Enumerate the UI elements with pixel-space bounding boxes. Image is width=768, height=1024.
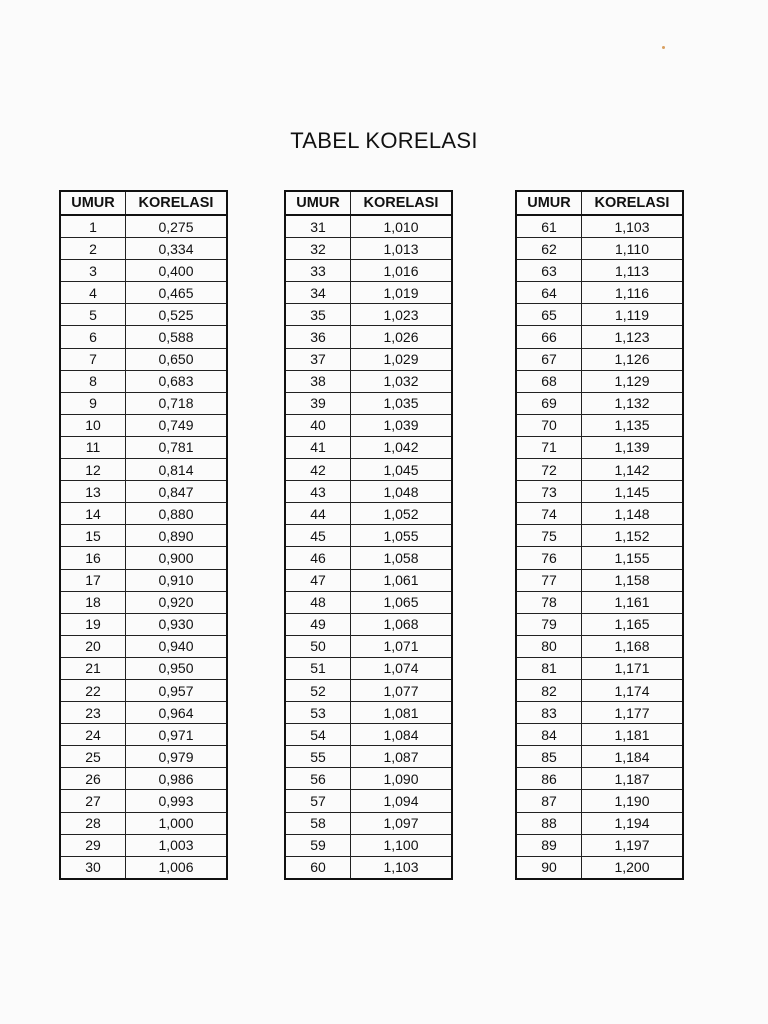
cell-umur: 75 [516,525,582,547]
table-row [60,679,227,701]
cell-umur: 49 [285,613,351,635]
cell-korelasi: 0,781 [126,436,228,458]
cell-korelasi: 0,957 [126,679,228,701]
cell-korelasi: 1,174 [582,679,684,701]
cell-korelasi: 1,013 [351,238,453,260]
cell-korelasi: 1,116 [582,282,684,304]
cell-korelasi: 1,190 [582,790,684,812]
cell-umur: 42 [285,459,351,481]
cell-korelasi: 0,950 [126,657,228,679]
cell-umur: 34 [285,282,351,304]
table-row [60,746,227,768]
table-row [516,569,683,591]
table-row [285,812,452,834]
cell-umur: 69 [516,392,582,414]
cell-umur: 70 [516,414,582,436]
header-umur: UMUR [516,191,582,215]
table-row [60,326,227,348]
header-umur: UMUR [285,191,351,215]
cell-korelasi: 1,168 [582,635,684,657]
table-row [285,304,452,326]
cell-korelasi: 1,084 [351,724,453,746]
cell-korelasi: 1,090 [351,768,453,790]
cell-umur: 59 [285,834,351,856]
table-row [285,790,452,812]
table-row [516,481,683,503]
cell-umur: 53 [285,702,351,724]
cell-korelasi: 1,123 [582,326,684,348]
table-row [60,856,227,879]
table-row [285,481,452,503]
table-row [285,768,452,790]
cell-korelasi: 1,035 [351,392,453,414]
table-row [285,326,452,348]
table-row [516,436,683,458]
cell-umur: 77 [516,569,582,591]
korelasi-table-2 [284,190,453,880]
cell-umur: 12 [60,459,126,481]
cell-korelasi: 1,039 [351,414,453,436]
cell-korelasi: 0,718 [126,392,228,414]
table-row [516,702,683,724]
cell-korelasi: 0,890 [126,525,228,547]
cell-umur: 58 [285,812,351,834]
cell-korelasi: 1,119 [582,304,684,326]
cell-umur: 19 [60,613,126,635]
cell-korelasi: 1,087 [351,746,453,768]
table-row [516,326,683,348]
cell-korelasi: 0,588 [126,326,228,348]
table-row [60,370,227,392]
cell-korelasi: 0,465 [126,282,228,304]
cell-umur: 52 [285,679,351,701]
table-row [516,260,683,282]
cell-umur: 7 [60,348,126,370]
cell-umur: 5 [60,304,126,326]
cell-umur: 87 [516,790,582,812]
table-row [516,459,683,481]
table-row [60,260,227,282]
cell-umur: 50 [285,635,351,657]
table-row [516,282,683,304]
table-row [60,304,227,326]
table-row [516,790,683,812]
cell-umur: 64 [516,282,582,304]
cell-korelasi: 1,071 [351,635,453,657]
table-row [60,591,227,613]
cell-korelasi: 0,275 [126,215,228,238]
cell-umur: 86 [516,768,582,790]
cell-umur: 35 [285,304,351,326]
cell-umur: 72 [516,459,582,481]
cell-umur: 4 [60,282,126,304]
table-row [285,547,452,569]
cell-korelasi: 1,077 [351,679,453,701]
cell-umur: 71 [516,436,582,458]
table-row [60,282,227,304]
table-row [516,768,683,790]
table-row [285,635,452,657]
table-row [60,503,227,525]
cell-korelasi: 1,103 [582,215,684,238]
cell-umur: 6 [60,326,126,348]
cell-korelasi: 1,155 [582,547,684,569]
cell-korelasi: 1,139 [582,436,684,458]
cell-korelasi: 0,986 [126,768,228,790]
cell-korelasi: 1,161 [582,591,684,613]
cell-umur: 45 [285,525,351,547]
cell-umur: 25 [60,746,126,768]
cell-umur: 68 [516,370,582,392]
cell-korelasi: 0,650 [126,348,228,370]
cell-umur: 13 [60,481,126,503]
cell-umur: 2 [60,238,126,260]
cell-umur: 90 [516,856,582,879]
cell-umur: 78 [516,591,582,613]
cell-umur: 81 [516,657,582,679]
header-korelasi: KORELASI [351,191,453,215]
cell-umur: 20 [60,635,126,657]
cell-umur: 84 [516,724,582,746]
cell-korelasi: 0,920 [126,591,228,613]
cell-umur: 36 [285,326,351,348]
table-row [516,215,683,238]
cell-korelasi: 1,026 [351,326,453,348]
cell-umur: 32 [285,238,351,260]
cell-umur: 79 [516,613,582,635]
korelasi-table-1 [59,190,228,880]
table-row [516,657,683,679]
cell-umur: 18 [60,591,126,613]
table-row [285,436,452,458]
cell-korelasi: 1,181 [582,724,684,746]
cell-korelasi: 1,177 [582,702,684,724]
cell-korelasi: 1,023 [351,304,453,326]
cell-umur: 11 [60,436,126,458]
table-row [60,348,227,370]
cell-umur: 54 [285,724,351,746]
cell-umur: 89 [516,834,582,856]
cell-umur: 44 [285,503,351,525]
table-row [285,414,452,436]
cell-korelasi: 1,058 [351,547,453,569]
cell-umur: 65 [516,304,582,326]
cell-korelasi: 1,103 [351,856,453,879]
korelasi-table-3 [515,190,684,880]
cell-korelasi: 1,135 [582,414,684,436]
cell-umur: 14 [60,503,126,525]
cell-umur: 29 [60,834,126,856]
cell-korelasi: 1,152 [582,525,684,547]
cell-umur: 82 [516,679,582,701]
cell-korelasi: 1,142 [582,459,684,481]
table-row [516,304,683,326]
cell-korelasi: 0,525 [126,304,228,326]
cell-umur: 46 [285,547,351,569]
cell-umur: 38 [285,370,351,392]
cell-korelasi: 1,132 [582,392,684,414]
cell-korelasi: 1,194 [582,812,684,834]
cell-korelasi: 0,334 [126,238,228,260]
cell-umur: 76 [516,547,582,569]
cell-umur: 55 [285,746,351,768]
cell-korelasi: 0,900 [126,547,228,569]
table-row [285,348,452,370]
table-row [60,459,227,481]
cell-umur: 48 [285,591,351,613]
cell-korelasi: 1,055 [351,525,453,547]
table-row [516,613,683,635]
cell-korelasi: 1,065 [351,591,453,613]
table-row [516,414,683,436]
header-korelasi: KORELASI [126,191,228,215]
cell-korelasi: 1,042 [351,436,453,458]
cell-umur: 56 [285,768,351,790]
cell-umur: 62 [516,238,582,260]
cell-korelasi: 0,971 [126,724,228,746]
cell-korelasi: 1,019 [351,282,453,304]
table-row [285,370,452,392]
table-row [516,591,683,613]
table-row [60,812,227,834]
cell-umur: 31 [285,215,351,238]
cell-korelasi: 1,010 [351,215,453,238]
cell-korelasi: 1,200 [582,856,684,879]
table-row [285,525,452,547]
table-row [516,238,683,260]
table-row [285,459,452,481]
table-row [516,547,683,569]
table-row [285,856,452,879]
table-row [285,392,452,414]
table-row [60,635,227,657]
cell-umur: 47 [285,569,351,591]
table-row [516,392,683,414]
cell-korelasi: 0,930 [126,613,228,635]
table-row [60,657,227,679]
cell-korelasi: 1,158 [582,569,684,591]
cell-umur: 88 [516,812,582,834]
cell-korelasi: 1,165 [582,613,684,635]
table-row [285,613,452,635]
cell-korelasi: 1,052 [351,503,453,525]
cell-korelasi: 1,184 [582,746,684,768]
cell-korelasi: 1,094 [351,790,453,812]
cell-korelasi: 1,113 [582,260,684,282]
table-row [60,702,227,724]
cell-umur: 17 [60,569,126,591]
cell-umur: 30 [60,856,126,879]
table-row [516,724,683,746]
table-header-row [285,191,452,215]
paper-speck [662,46,665,49]
page-title: TABEL KORELASI [290,128,478,153]
cell-korelasi: 0,993 [126,790,228,812]
cell-umur: 8 [60,370,126,392]
table-row [60,724,227,746]
table-row [60,569,227,591]
table-row [516,812,683,834]
cell-umur: 57 [285,790,351,812]
table-row [285,503,452,525]
cell-korelasi: 0,910 [126,569,228,591]
cell-korelasi: 0,979 [126,746,228,768]
cell-umur: 66 [516,326,582,348]
table-row [516,856,683,879]
cell-korelasi: 1,045 [351,459,453,481]
cell-korelasi: 1,048 [351,481,453,503]
cell-umur: 85 [516,746,582,768]
cell-umur: 1 [60,215,126,238]
cell-korelasi: 1,129 [582,370,684,392]
cell-umur: 10 [60,414,126,436]
cell-umur: 83 [516,702,582,724]
cell-korelasi: 1,171 [582,657,684,679]
cell-korelasi: 1,000 [126,812,228,834]
cell-umur: 28 [60,812,126,834]
table-row [285,724,452,746]
table-row [60,238,227,260]
cell-korelasi: 1,081 [351,702,453,724]
cell-umur: 24 [60,724,126,746]
cell-korelasi: 1,148 [582,503,684,525]
table-row [60,392,227,414]
table-header-row [516,191,683,215]
table-row [516,635,683,657]
table-row [285,679,452,701]
table-row [285,591,452,613]
cell-korelasi: 0,847 [126,481,228,503]
table-row [285,702,452,724]
table-row [60,414,227,436]
table-row [60,436,227,458]
table-row [60,768,227,790]
table-row [60,547,227,569]
header-korelasi: KORELASI [582,191,684,215]
table-row [516,370,683,392]
table-row [285,657,452,679]
table-row [285,238,452,260]
cell-umur: 51 [285,657,351,679]
cell-umur: 27 [60,790,126,812]
cell-korelasi: 1,006 [126,856,228,879]
table-row [285,834,452,856]
cell-umur: 3 [60,260,126,282]
cell-umur: 26 [60,768,126,790]
cell-korelasi: 1,016 [351,260,453,282]
cell-umur: 39 [285,392,351,414]
cell-umur: 61 [516,215,582,238]
table-row [285,746,452,768]
cell-korelasi: 1,145 [582,481,684,503]
cell-umur: 73 [516,481,582,503]
cell-korelasi: 1,061 [351,569,453,591]
table-row [60,613,227,635]
cell-korelasi: 1,187 [582,768,684,790]
cell-korelasi: 0,683 [126,370,228,392]
cell-korelasi: 1,197 [582,834,684,856]
cell-korelasi: 0,880 [126,503,228,525]
table-header-row [60,191,227,215]
cell-korelasi: 1,003 [126,834,228,856]
cell-umur: 74 [516,503,582,525]
cell-umur: 9 [60,392,126,414]
cell-korelasi: 1,032 [351,370,453,392]
cell-korelasi: 1,110 [582,238,684,260]
cell-korelasi: 0,749 [126,414,228,436]
cell-umur: 16 [60,547,126,569]
cell-korelasi: 1,100 [351,834,453,856]
table-row [516,746,683,768]
table-row [516,348,683,370]
table-row [60,790,227,812]
table-row [516,503,683,525]
cell-umur: 43 [285,481,351,503]
table-row [60,481,227,503]
cell-umur: 63 [516,260,582,282]
cell-korelasi: 0,940 [126,635,228,657]
table-row [285,569,452,591]
cell-korelasi: 1,068 [351,613,453,635]
cell-korelasi: 0,400 [126,260,228,282]
table-row [60,834,227,856]
table-row [516,679,683,701]
table-row [285,282,452,304]
cell-umur: 67 [516,348,582,370]
cell-umur: 21 [60,657,126,679]
cell-korelasi: 0,814 [126,459,228,481]
cell-korelasi: 1,097 [351,812,453,834]
table-row [285,260,452,282]
cell-umur: 23 [60,702,126,724]
table-row [285,215,452,238]
table-row [60,525,227,547]
cell-korelasi: 1,126 [582,348,684,370]
cell-umur: 60 [285,856,351,879]
cell-umur: 15 [60,525,126,547]
cell-korelasi: 0,964 [126,702,228,724]
table-row [516,834,683,856]
cell-umur: 41 [285,436,351,458]
cell-korelasi: 1,029 [351,348,453,370]
cell-umur: 80 [516,635,582,657]
cell-umur: 22 [60,679,126,701]
header-umur: UMUR [60,191,126,215]
cell-korelasi: 1,074 [351,657,453,679]
table-row [516,525,683,547]
cell-umur: 40 [285,414,351,436]
table-row [60,215,227,238]
cell-umur: 37 [285,348,351,370]
cell-umur: 33 [285,260,351,282]
